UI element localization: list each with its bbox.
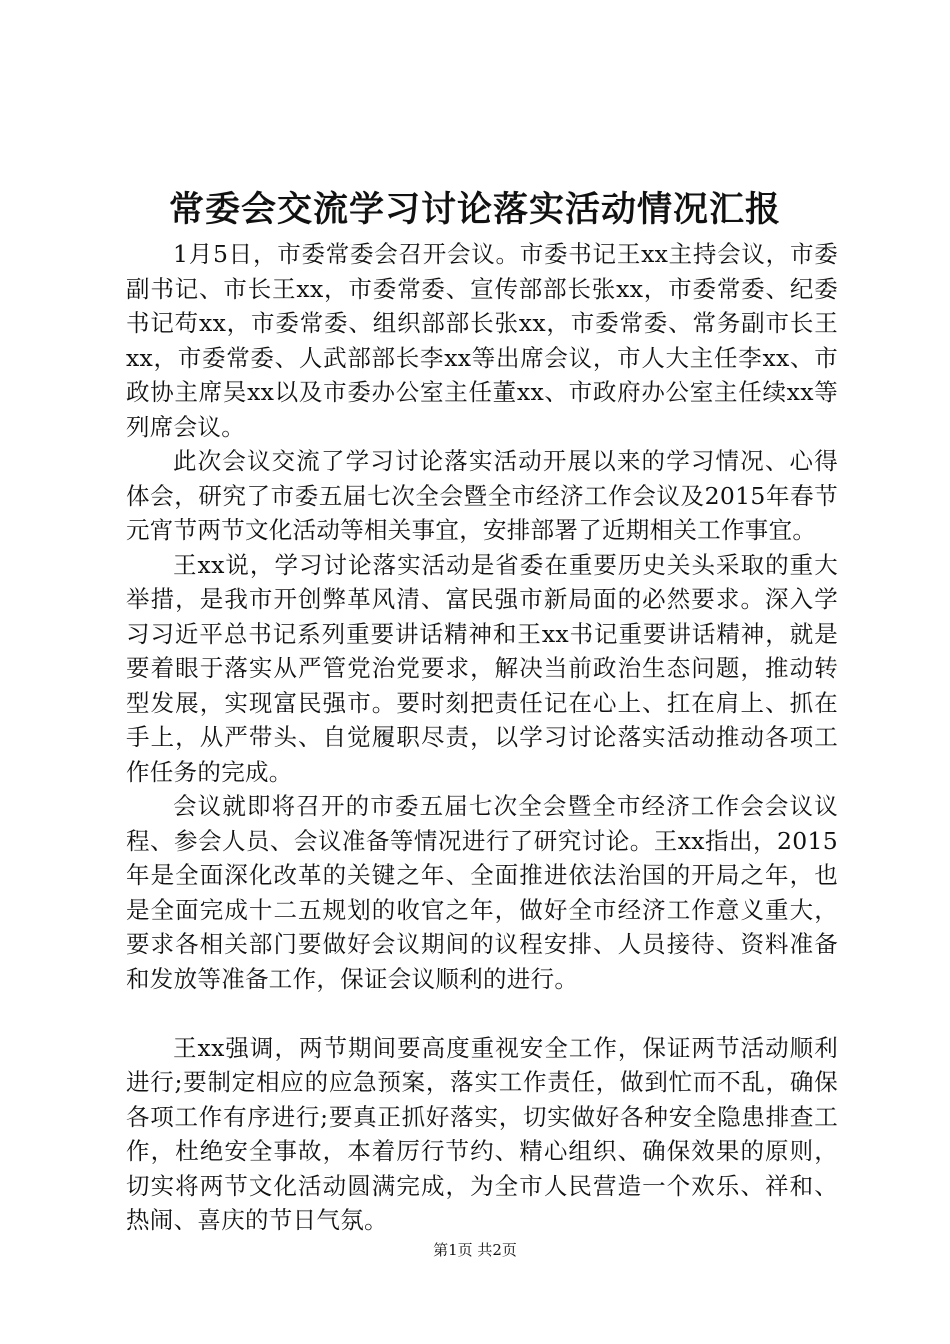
document-body [126, 237, 838, 1238]
paragraph-meeting-attendees: 1月5日，市委常委会召开会议。市委书记王xx主持会议，市委副书记、市长王xx，市委常委、宣传部部长张xx，市委常委、纪委书记苟xx，市委常委、组织部部长张xx，市委常委、常务副市长王xx，市委常委、人武部部长李xx等出席会议，市人大主任李xx、市政协主席吴xx以及市委办公室主任董xx、市政府办公室主任续xx等列席会议。 [126, 240, 838, 441]
paragraph-meeting-agenda: 此次会议交流了学习讨论落实活动开展以来的学习情况、心得体会，研究了市委五届七次全会暨全市经济工作会议及2015年春节元宵节两节文化活动等相关事宜，安排部署了近期相关工作事宜。 [126, 447, 838, 544]
paragraph-holiday-safety: 王xx强调，两节期间要高度重视安全工作，保证两节活动顺利进行;要制定相应的应急预案，落实工作责任，做到忙而不乱，确保各项工作有序进行;要真正抓好落实，切实做好各种安全隐患排查工作，杜绝安全事故，本着厉行节约、精心组织、确保效果的原则，切实将两节文化活动圆满完成，为全市人民营造一个欢乐、祥和、热闹、喜庆的节日气氛。 [126, 1033, 838, 1234]
document-title: 常委会交流学习讨论落实活动情况汇报 [168, 189, 781, 230]
paragraph-plenary-preparation: 会议就即将召开的市委五届七次全会暨全市经济工作会会议议程、参会人员、会议准备等情况进行了研究讨论。王xx指出，2015年是全面深化改革的关键之年、全面推进依法治国的开局之年，也是全面完成十二五规划的收官之年，做好全市经济工作意义重大，要求各相关部门要做好会议期间的议程安排、人员接待、资料准备和发放等准备工作，保证会议顺利的进行。 [126, 792, 838, 993]
paragraph-wang-speech: 王xx说，学习讨论落实活动是省委在重要历史关头采取的重大举措，是我市开创弊革风清、富民强市新局面的必然要求。深入学习习近平总书记系列重要讲话精神和王xx书记重要讲话精神，就是要着眼于落实从严管党治党要求，解决当前政治生态问题，推动转型发展，实现富民强市。要时刻把责任记在心上、扛在肩上、抓在手上，从严带头、自觉履职尽责，以学习讨论落实活动推动各项工作任务的完成。 [126, 550, 838, 786]
page-number-footer: 第1页 共2页 [433, 1241, 517, 1259]
